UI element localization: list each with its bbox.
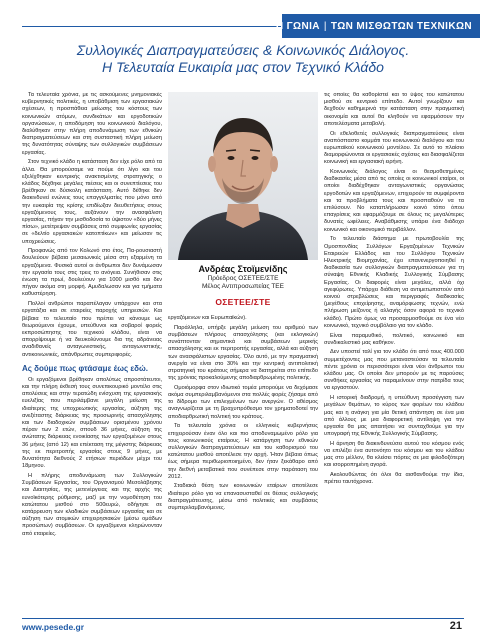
author-name: Ανδρέας Στοϊμενίδης — [198, 264, 288, 274]
author-role-2: Μέλος Αντιπροσωπείας ΤΕΕ — [202, 283, 284, 290]
paragraph: Τα τελευταία χρόνια οι ελληνικές κυβερνήσεις επιχειρούσαν έναν όλο και πιο αποδυναμωμένο ρόλο για τους κοινωνικούς εταίρους. Η κατάργηση των εθνικών συλλογικών διαπραγματεύσεων και του καθορισμού του κατώτατου μισθού αποτέλεσε την αρχή. Ήταν βέβαια όπως έως σήμερα περιθωριοποιημένο, δεν ήταν ξεκάθαρο από την διεθνή μεταβατικά που συνέπεσε στην παράταση του 2012. — [168, 423, 318, 480]
paragraph: Κοινωνικός διάλογος είναι οι θεσμοθετημένες διαδικασίες μέσα από τις οποίες οι κοινωνικοί εταίροι, οι οποίοι διαδέχθηκαν ανταγωνιστικές οργανώσεις εργοδοτών και εργαζόμενων, επιχειρούν τα συμφέροντα και τα προβλήματα τους και προσπαθούν να τα επιλύσουν. Νο καταπλήρωσαν κοινό τόπο όπου επαγρίσεις και εφαρμόζουμε σε όλους τις μεγαλύτερες δυνατές ωφέλειες. Αναβάθμισης υπάρει ένα διάδοχο κοινωνικό και οικονομικό περιβάλλον. — [324, 169, 464, 233]
paragraph: Οι εργαζόμενοι βρέθηκαν απολύτως απροστάτευτοι, και την πλήρη έκθεσή τους συνεπικουρικό μοντέλο στις απολύσεις και στην τερατώδη ενίσχυση της εργασιακής ευελιξίας που περιλάμβανε μεγάλη μείωση της ιδιαίτερης της υποχρεωτικής εργασίας, αύξηση της ανεξέταστης διάρκειας της προσωρινής απασχόλησης και των διαδοχικών συμβάσεων ορισμένου χρόνου πέραν των 2 ετών, σπουδ 36 μήνες, αύξηση της ανώτατης διάρκειας ενοικίασης των εργαζομένων στους 36 μήνες (από 12) και επέκταση της μέγιστης διάρκειας της εκ περιτροπής εργασίας στους 9 μήνες, με δυνατότητα διεθνούς 2 ετήσιων περιόδων μέχρι του 18μηνου. — [22, 376, 162, 470]
paragraph: Παράλληλα, υπήρξε μεγάλη μείωση του αριθμού των συμβάσεων πλήρους απασχόλησης (και εκλογικών) συνάπτονταν σημαντικά και συμβάσεων μερικής απασχόλησης και εκ περιτροπής εργασίας, αλλά και αύξηση των ανασφάλιστων εργασίας. Όλο αυτό, με την πραγματική ανεργία να είναι στο 30% και την κεντρική αντιπολιτική στρατηγική του κράτους σήμερα να διατηρείται στο επίπεδο της χρόνιας προκαλούμενης αποδιαρθρωμένης πολιτικής. — [168, 324, 318, 382]
paragraph: Η άρνηση θα διακινδυνεύσει αυτού του κόσμου ενός να επιλέξει ένα αυτονόητο του κόσμου και του κλάδου μας στο μέλλον, θα κλείσει πόρτες σε μια φιλοδοξότερη και ισορροπημένη αγορά. — [324, 440, 464, 469]
paragraph: Δεν υποστεί ταλί για τον κλάδο ότι από τους 400.000 συμμετέχοντες μας που μεταναστεύσαν τα τελευταία πέντε χρόνια οι περισσότεροι είναι νέοι άνθρωποι του κλάδου μας. Οι οποίοι δεν μπορούν με τις παρούσες συνθήκες εργασίας να παραμείνουν στην πατρίδα τους να εργαστούν. — [324, 349, 464, 392]
author-portrait — [168, 92, 318, 260]
section-title-right: ΤΩΝ ΜΙΣΘΩΤΩΝ ΤΕΧΝΙΚΩΝ — [330, 20, 472, 32]
title-line-2: Η Τελευταία Ευκαιρία μας στον Τεχνικό Κλάδο — [102, 59, 384, 75]
paragraph: τις οποίες θα καθορίστεί και το ύψος του κατώτατου μισθού σε κεντρικό επίπεδο. Αυτοί γνωρίζουν και δεχθούν καθημερινά την κατάσταση στην πραγματική οικονομία και αυτοί θα κληθούν να εφαρμόσουν την αποτελέσματα μεταβολή. — [324, 92, 464, 127]
section-title — [276, 21, 472, 32]
article-title — [22, 42, 464, 76]
paragraph: Είναι παραμυθικό, πολιτικό, κοινωνικό και συνδικαλιστικό μας καθήκον. — [324, 332, 464, 346]
footer-rule — [22, 618, 464, 619]
column-3 — [324, 92, 464, 602]
paragraph: Οι εθελοθετές συλλογικές διαπραγματεύσεις είναι αναπόσπαστο κομμάτι του κοινωνικού διαλόγου και του ευρωπαϊκού κοινωνικού μοντέλου. Σε αυτό το πλαίσιο διαμορφώνονται οι εργασιακές σχέσεις και διασφαλίζεται κοινωνική και εργασιακή ειρήνη. — [324, 130, 464, 166]
portrait-caption — [168, 264, 318, 291]
column-2 — [168, 92, 318, 602]
page-number: 21 — [449, 620, 462, 632]
paragraph: Τα τελευταία χρόνια, με τις ασκούμενες μνημονιακές κυβερνητικές πολιτικές, η υποβάθμιση των εργασιακών σχέσεων, η προσπάθεια μείωσης του κόστους των κοινωνικών ατόμων, συνδικάτων και εργοδοτικών οργανώσεων, η αποδόμηση του κοινωνικού διαλόγου, διαλύθηκαν στην πλήρη αποδυνάμωση των εθνικών διαπραγματεύσεων και στη συσταστική πλήρη μείωση της δυνατότητας σύναψης των συλλογικών συμβάσεων εργασίας. — [22, 92, 162, 156]
paragraph: Στον τεχνικό κλάδο η κατάσταση δεν είχε ρόλο από τα άλλα. Θα μπορούσαμε να πούμε ότι λίγο και του εξελίχθηκαν κεντρικής ανακτισμένης στρατηγικής ο κλάδος δέχθηκε μεγάλες πιέσεις και οι συνεπτίεσεις του βρέθηκαν σε δύσκολη κατάσταση. Αυτό δέθηκε δεν διακινδυνεί ενώνεις τους επαγγελματίες που μόνο από την ευκαιρία της κρίσης επιδίωξαν διευθετήσεις στους εργαζόμενους τους, αυξάνουν την ανασφάλιση εργασίας, πήγαν την μισθοδοσία το ύψιστον «δύο μήνες πίσω», μετέτρεψαν συμβάσεις από συμφωνίες εργασίας σε «δελτίο εργασιακών κατοπτίκων» και μείωσαν τις υποχρεώσεις. — [22, 159, 162, 245]
paragraph: Η πλήρης αποδυνάμωση των Συλλογικών Συμβάσεων Εργασίας, του Οργανισμού Μεσολάβησης και Διαιτησίας, της μετενέργειας και της αρχής της ευνοϊκότερης ρύθμισης, μαζί με την νομοθέτηση του κατώτατου μισθού στο 500ευρώ, οδήγησε σε κατάρρευση των κλαδικών συμβάσεων εργασίας και σε αύξηση των ατομικών επιχειρησιακών (μέσω ομάδων προσώπων) συμβάσεων. Οι εργαζόμενοι κληρώνονταν από εταιρείες. — [22, 472, 162, 537]
section-title-left: Η ΓΩΝΙΑ — [275, 20, 320, 32]
author-role-1: Πρόεδρος ΟΣΕΤΕΕ/ΣΤΕ — [207, 275, 279, 282]
page-header — [0, 0, 480, 40]
organization-label: ΟΣΕΤΕΕ/ΣΤΕ — [215, 297, 271, 307]
paragraph: εργαζόμενων και Ευρωπαϊκών). — [168, 315, 247, 321]
column-1 — [22, 92, 162, 602]
title-line-1: Συλλογικές Διαπραγματεύσεις & Κοινωνικός Διάλογος. — [76, 42, 410, 58]
paragraph: Ακολουθώντας ότι όλοι θα αισθανθούμε την ίδια, πρέπει ταυτόχρονα. — [324, 472, 464, 486]
paragraph: Το τελευταίο διάστημα με πρωτοβουλία της Ομοσπονδίας Συλλόγων Εργαζομένων Τεχνικών Εταιρειών Ελλάδος και του Συλλόγου Τεχνικών Ηλεκτρικής Βιομηχανίας, έχει επανενεργοποιηθεί η διαδικασία των συλλογικών διαπραγματεύσεων για τη σύναψη Εθνικής Κλαδικής Συλλογικής Σύμβασης Εργασίας. Οι διαφορές είναι μεγάλες, αλλά όχι αγεφύρωτες. Υπάρχει διάθεση να αντιμετωπιστούν από κοινού στρεβλώσεις και περιγραφές διαδικασίες (μεγέθους επιχείρησης, αναμόρφωσης τεχνών, ενώ πλήρωση μείζονος ή αλλαγής όσον αφορά το τεχνικό κλάδο). Πρώτο όμως να προσαρμοσθούμε σε ένα νέο κοινωνικό, τεχνικό συμβόλαιο για τον κλάδο. — [324, 236, 464, 329]
paragraph: Προφανώς από τον Κολωνό στο έτος, Πα-ρουσιαστή δουλεύουν βέβαια μεσαιωνικές μέσα στη εξαρμένη τα εργαζόμενα. Φυσικά αυτοί οι άνθρωποι δεν δυνάμωσαν την εργασία τους στις τρεις το ανόγεια. Συνήθισαν στις ένωση τα πρωί, δουλεύουν για 1000 μισθό και δεν πήγαν ακόμα στη μορφή. Αμυδαλωσαν και για τμήματα καθυστέρηση. — [22, 248, 162, 298]
portrait-illustration — [168, 92, 318, 260]
section-separator: | — [323, 20, 327, 32]
website-link[interactable]: www.pesede.gr — [22, 622, 85, 632]
paragraph: Η ιστορική διαδρομή, η υπεύθυνη προσέγγιση των μεγάλων θεμάτων, το κύρος των φορέων του κλάδου μας και η ανάγκη για μία θετική απάντηση σε ένα μια από άλλους με μια διαφορετική αντίληψη για την εργασία θα μας απαιτήσει να συνταχθούμε για την υπογραφή της Εθνικής Συλλογικής Σύμβασης. — [324, 395, 464, 438]
section-banner — [275, 14, 480, 38]
paragraph: Πολλοί ανθρώποι παραπέλαγαν υπάρχουν και στα εργατάξια και σε εταιρείες παροχής υπηρεσιών. Και βέβαια το τελευταίο που πρέπει να κάνουμε ως θεωρούμενοι έχουμε, υπεύθυνοι και σοβαροί φορείς εκπροσώπησης του τεχνικού κλάδου, είναι να απορρίψουμε ή να διευκολύνουμε δια της αδράνειας αναδιθανείς ανταγωνιστικής, ανταγωνιστικής, αντικοινωνικές, απάνθρωπες συμπεριφορές. — [22, 301, 162, 358]
subheading: Ας δούμε πως φτάσαμε έως εδώ. — [22, 363, 148, 373]
page-footer — [0, 610, 480, 640]
paragraph: Ομοιόμορφα στον ιδιωτικό τομέα μπορούμε να δεχόμασε ακόμα συμπεριλαμβανόμενοι στα πολλές φορές ζήσαμε από το δίδρομο των επιλεγμένων των ανεργών. Ο αθέσμος αναγνωρίζεται με τη βραχυπρόθεσμο τον χρηματοδοτεί την αποδιαρθρωτική πολιτική του κράτους. — [168, 384, 318, 420]
paragraph: Σταδιακά θέση των κοινωνικών εταίρων αποτέλεσε ιδιαίτερο ρόλο για να επανασυσταθεί σε θέσεις συλλογικής διαπραγμάτευσης, μέσω από πολιτικές και συμβάσεις συμπεριλαμβανόμενες. — [168, 483, 318, 512]
article-body — [22, 92, 464, 602]
